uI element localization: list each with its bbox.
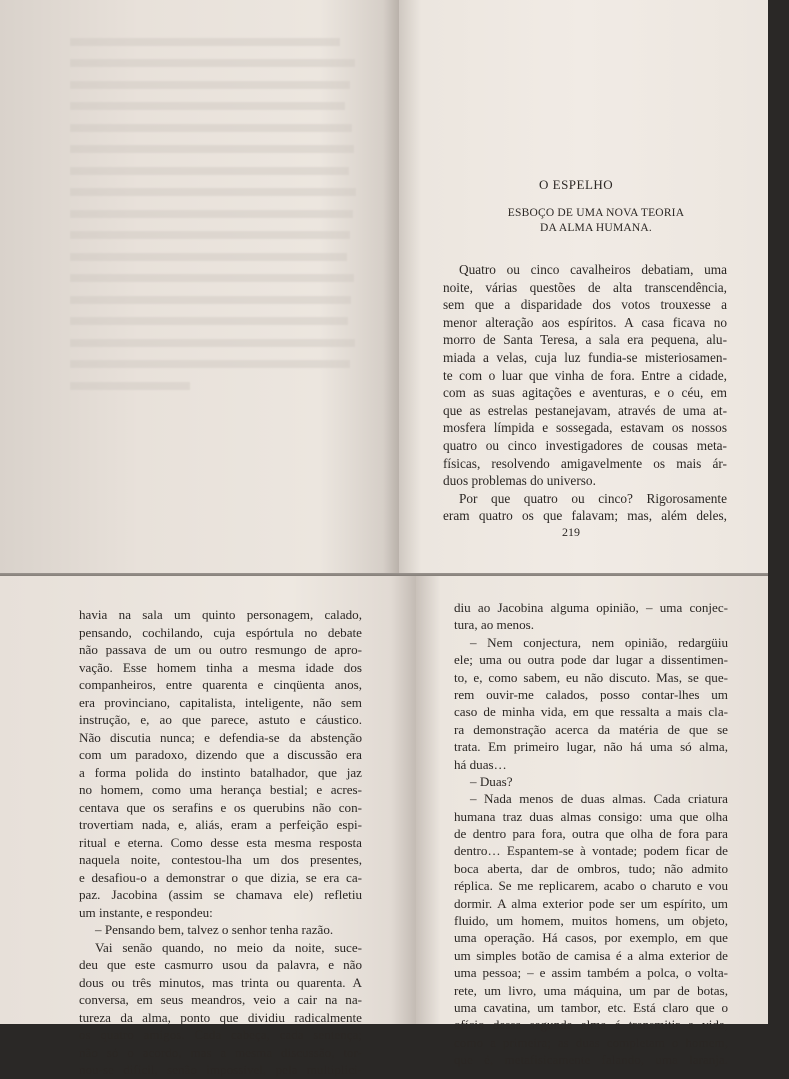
show-through-line — [70, 224, 360, 246]
text-line: que é, metafisicamente falando, uma laranja. — [454, 1052, 728, 1068]
text-line: dous ou três minutos, mas trinta ou quarenta. A — [79, 974, 362, 990]
text-line: e desafiou-o a demonstrar o que dizia, se era ca- — [79, 869, 362, 885]
text-line: miada a velas, cuja luz fundia-se misteriosamen- — [443, 349, 727, 365]
text-line: companheiros, entre quarenta e cinqüenta anos, — [79, 677, 362, 692]
page-number: 219 — [562, 525, 580, 539]
text-line: fluido, um homem, muitos homens, um objeto, — [454, 913, 728, 929]
text-line: físicas, resolvendo amigavelmente os mais ár- — [443, 455, 727, 471]
show-through-line — [70, 331, 360, 353]
text-line: Não discutia nunca; e defendia-se da abstenção — [79, 729, 362, 745]
text-line: humana traz duas almas consigo: uma que olha — [454, 808, 728, 824]
show-through-line — [70, 181, 360, 203]
show-through-line — [70, 116, 360, 138]
text-line: os quatro amigos. Cada cabeça, cada sentença; — [79, 1027, 362, 1042]
show-through-line — [70, 267, 360, 289]
text-line: trovertiam nada, e, aliás, eram a perfeição espi- — [79, 817, 362, 832]
text-line: dormir. A alma exterior pode ser um espírito, um — [454, 895, 728, 911]
text-line: nou-se difícil, senão impossível, pela multiplici- — [79, 1062, 362, 1077]
text-line: de dentro para fora, outra que olha de fora para — [454, 826, 728, 842]
text-line: uma cavatina, um tambor, etc. Está claro que o — [454, 999, 728, 1015]
text-line: mosfera límpida e sossegada, estavam os nossos — [443, 420, 727, 436]
page-219-body — [443, 261, 727, 525]
show-through-line — [70, 138, 360, 160]
text-line: rete, um livro, uma máquina, um par de botas, — [454, 982, 728, 998]
page-220 — [0, 576, 416, 1077]
text-line: vação. Esse homem tinha a mesma idade dos — [79, 659, 362, 675]
text-line: era provinciano, capitalista, inteligente, não sem — [79, 694, 362, 710]
story-subtitle — [491, 206, 701, 236]
text-line: to, e, como sabem, eu não discuto. Mas, se que- — [454, 669, 728, 685]
text-line: havia na sala um quinto personagem, calado, — [79, 607, 362, 622]
text-line: caso de minha vida, em que ressalta a mais cla- — [454, 704, 728, 720]
text-line: – Pensando bem, talvez o senhor tenha razão. — [95, 922, 334, 937]
text-line: duos problemas do universo. — [443, 473, 596, 489]
text-line: te com o luar que vinha de fora. Entre a cidade, — [443, 367, 727, 383]
page-218-blank — [0, 0, 399, 576]
text-line: boca aberta, dar de ombros, tudo; não admito — [454, 860, 728, 876]
text-line: rem ouvir-me calados, posso contar-lhes um — [454, 686, 728, 702]
story-title: O ESPELHO — [539, 177, 614, 192]
text-line: há duas… — [454, 756, 507, 772]
show-through-line — [70, 30, 360, 52]
text-line: com um paradoxo, dizendo que a discussão era — [79, 747, 362, 762]
show-through-line — [70, 202, 360, 224]
show-through-line — [70, 288, 360, 310]
show-through-line — [70, 245, 360, 267]
text-line: Vai senão quando, no meio da noite, suce- — [95, 939, 362, 955]
text-line: sem que a disparidade dos votos trouxesse a — [443, 297, 727, 313]
text-line: instrução, e, ao que parece, astuto e cáustico. — [79, 712, 362, 727]
text-line: diu ao Jacobina alguma opinião, – uma conjec- — [454, 600, 728, 615]
text-line: uma pessoa; – e assim também a polca, o volta- — [454, 965, 728, 981]
show-through-line — [70, 353, 360, 375]
text-line: paz. Jacobina (assim se chamava ele) refletiu — [79, 887, 362, 902]
page-221-body — [454, 599, 728, 1069]
show-through-line — [70, 95, 360, 117]
text-line: ra demonstração acerca da matéria de que se — [454, 721, 728, 737]
page-219 — [399, 0, 768, 576]
text-line: ele; uma ou outra pode dar lugar a dissentimen- — [454, 652, 728, 668]
text-line: no homem, como uma herança bestial; e acres- — [79, 782, 362, 797]
text-line: deu que este casmurro usou da palavra, e não — [79, 957, 362, 972]
text-line: com as suas agitações e aventuras, e o céu, em — [443, 385, 727, 401]
text-line: tureza da alma, ponto que dividiu radicalmente — [79, 1009, 362, 1025]
subtitle-line-2: DA ALMA HUMANA. — [540, 222, 652, 234]
text-line: centava que os serafins e os querubins não con- — [79, 799, 362, 815]
text-line: ofício dessa segunda alma é transmitir a vida, — [454, 1017, 728, 1033]
text-line: trata. Em primeiro lugar, não há uma só alma, — [454, 739, 728, 755]
text-line: quatro ou cinco investigadores de cousas meta- — [443, 437, 727, 453]
text-line: um instante, e respondeu: — [79, 904, 213, 920]
text-line: noite, várias questões de alta transcendência, — [443, 279, 727, 295]
show-through-line — [70, 310, 360, 332]
text-line: – Duas? — [470, 773, 513, 789]
text-line: não passava de um ou outro resmungo de apro- — [79, 642, 362, 657]
text-line: – Nem conjectura, nem opinião, redargüiu — [470, 634, 728, 650]
text-line: pensando, cochilando, cuja espórtula no debate — [79, 624, 362, 640]
text-line: conversa, em seus meandros, veio a cair na na- — [79, 992, 362, 1007]
show-through-line — [70, 73, 360, 95]
text-line: a forma polida do instinto batalhador, que jaz — [79, 764, 362, 780]
text-line: Quatro ou cinco cavalheiros debatiam, uma — [459, 262, 727, 277]
text-line: morro de Santa Teresa, a sala era pequena, alu- — [443, 332, 727, 348]
bottom-spread — [0, 576, 768, 1077]
page-220-body — [79, 606, 362, 1079]
text-line: ritual e eterna. Como desse esta mesma resposta — [79, 834, 362, 850]
text-line: eram quatro os que falavam; mas, além deles, — [443, 508, 727, 524]
text-line: Por que quatro ou cinco? Rigorosamente — [459, 490, 727, 506]
show-through-line — [70, 159, 360, 181]
text-line: como a primeira; as duas completam o homem, — [454, 1034, 728, 1050]
show-through-text — [70, 30, 360, 396]
subtitle-line-1: ESBOÇO DE UMA NOVA TEORIA — [507, 207, 685, 219]
text-line: não só o acordo, mas a mesma discussão, tor- — [79, 1044, 362, 1060]
text-line: – Nada menos de duas almas. Cada criatura — [470, 791, 728, 807]
page-221 — [416, 576, 768, 1068]
text-line: tura, ao menos. — [454, 617, 534, 633]
text-line: um simples botão de camisa é a alma exterior de — [454, 947, 728, 963]
text-line: uma operação. Há casos, por exemplo, em que — [454, 930, 728, 946]
text-line: menor alteração aos espíritos. A casa ficava no — [443, 314, 727, 330]
text-line: naquela noite, contestou-lha um dos presentes, — [79, 852, 362, 867]
show-through-line — [70, 52, 360, 74]
text-line: que as estrelas pestanejavam, através de uma at- — [443, 402, 727, 418]
show-through-line — [70, 374, 360, 396]
text-line: réplica. Se me replicarem, acabo o charuto e vou — [454, 878, 728, 894]
text-line: dentro… Espantem-se à vontade; podem ficar de — [454, 843, 728, 859]
